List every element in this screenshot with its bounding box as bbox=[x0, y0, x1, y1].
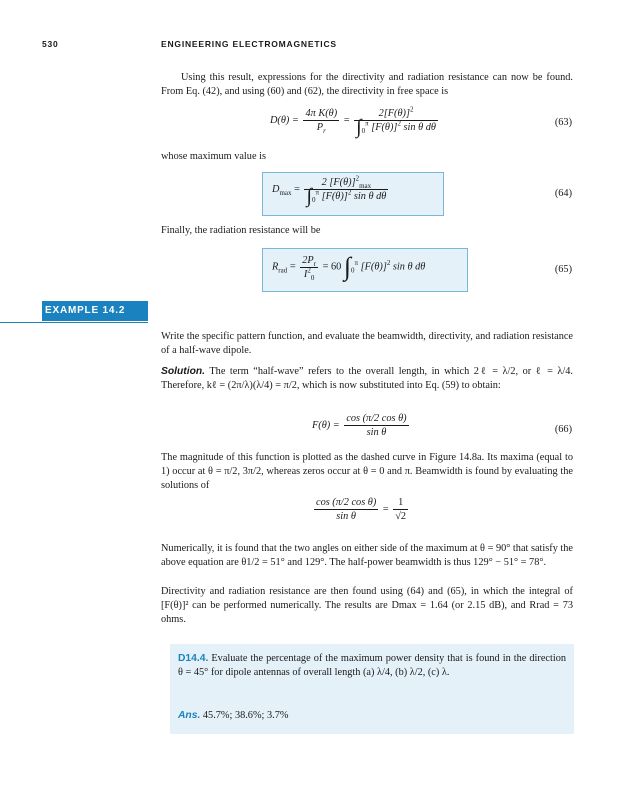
eq65-number: (65) bbox=[554, 264, 572, 275]
eq63-number: (63) bbox=[554, 117, 572, 128]
running-header: ENGINEERING ELECTROMAGNETICS bbox=[161, 39, 337, 49]
magnitude-paragraph: The magnitude of this function is plotted as the dashed curve in Figure 14.8a. Its maxima (equal to 1) occur at θ = π/2, 3π/2, whereas zeros occur at θ = 0 and π. Beamwidth is found by evaluating the solutions of bbox=[161, 452, 573, 492]
numerically-paragraph: Numerically, it is found that the two angles on either side of the maximum at θ = 90° that satisfy the above equation are θ1/2 = 51° and 129°. The half-power beamwidth is thus 129° − 51° = 78°. bbox=[161, 543, 573, 569]
finally-text: Finally, the radiation resistance will be bbox=[161, 225, 321, 236]
eq66-frac: $\frac{\text{cos (π/2 cos θ)}}{\text{sin θ}}$ bbox=[346, 413, 407, 438]
solution-text: The term “half-wave” refers to the overall length, in which 2ℓ = λ/2, or ℓ = λ/4. Therefore, kℓ = (2π/λ)(λ/4) = π/2, which is now substituted into Eq. (59) to obtain: bbox=[161, 366, 573, 392]
bw-rhs-frac: $\frac{1}{√2}$ bbox=[395, 497, 407, 522]
page-number: 530 bbox=[42, 39, 59, 49]
drill-problem bbox=[178, 652, 566, 680]
solution-label: Solution. bbox=[161, 366, 206, 377]
eq64-frac: $\frac{2 [F(\theta)]^2_{max}}{\int_0^\pi [F(\theta)]^2 \sin \theta d\theta}$ bbox=[306, 174, 387, 208]
equation-64: $D_{max}$ = $\frac{2 [F(\theta)]^2_{max}}{\int_0^\pi [F(\theta)]^2 \sin \theta d\theta}$ bbox=[272, 174, 387, 208]
solution-paragraph bbox=[161, 365, 573, 393]
eq63-lhs: D(θ) = bbox=[270, 114, 299, 126]
intro-paragraph: Using this result, expressions for the directivity and radiation resistance can now be found. From Eq. (42), and using (60) and (62), the directivity in free space is bbox=[161, 72, 573, 98]
equation-63: D(θ) = $\frac{\text{4π K(θ)}}{P_r}$ = $\frac{2[F(\theta)]^2}{\int_0^\pi [F(\theta)]^2 \sin \theta d\theta}$ bbox=[270, 105, 436, 139]
equation-66: F(θ) = $\frac{\text{cos (π/2 cos θ)}}{\text{sin θ}}$ bbox=[312, 413, 407, 438]
bw-frac: $\frac{\text{cos (π/2 cos θ)}}{\text{sin θ}}$ bbox=[316, 497, 377, 522]
drill-answer bbox=[178, 710, 288, 721]
answer-text: 45.7%; 38.6%; 3.7% bbox=[202, 710, 289, 721]
eq64-number: (64) bbox=[554, 188, 572, 199]
answer-label: Ans. bbox=[178, 710, 201, 721]
drill-text: Evaluate the percentage of the maximum power density that is found in the direction θ = 45° for dipole antennas of overall length (a) λ/4, (b) λ/2, (c) λ. bbox=[178, 653, 566, 679]
example-label: EXAMPLE 14.2 bbox=[42, 301, 148, 321]
eq65-frac: $\frac{2P_r}{I^2_0}$ bbox=[302, 254, 317, 282]
eq63-frac1: $\frac{\text{4π K(θ)}}{P_r}$ bbox=[305, 108, 338, 136]
eq66-number: (66) bbox=[554, 424, 572, 435]
drill-label: D14.4. bbox=[178, 653, 209, 664]
directivity-paragraph: Directivity and radiation resistance are then found using (64) and (65), in which the integral of [F(θ)]² can be performed numerically. The results are Dmax = 1.64 (or 2.15 dB), and Rrad = 73 ohms. bbox=[161, 586, 573, 626]
whose-max-text: whose maximum value is bbox=[161, 151, 266, 162]
equation-65: $R_{rad}$ = $\frac{2P_r}{I^2_0}$ = 60 $\int_0^\pi$ $[F(\theta)]^2$ sin θ dθ bbox=[272, 252, 426, 282]
beamwidth-equation: $\frac{\text{cos (π/2 cos θ)}}{\text{sin θ}}$ = $\frac{1}{√2}$ bbox=[316, 497, 407, 522]
eq63-frac2: $\frac{2[F(\theta)]^2}{\int_0^\pi [F(\theta)]^2 \sin \theta d\theta}$ bbox=[356, 105, 436, 139]
example-problem: Write the specific pattern function, and evaluate the beamwidth, directivity, and radiation resistance of a half-wave dipole. bbox=[161, 331, 573, 357]
